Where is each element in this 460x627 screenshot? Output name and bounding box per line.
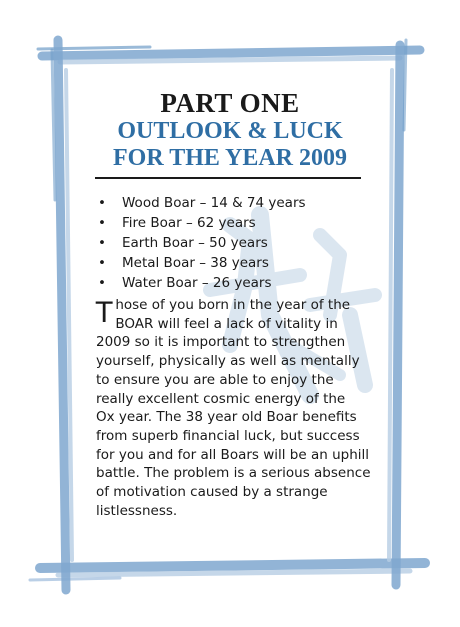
section-subtitle-line1: OUTLOOK & LUCK	[117, 118, 343, 144]
paragraph-line: 2009 so it is important to strengthen	[96, 334, 346, 351]
paragraph-line: battle. The problem is a serious absence	[96, 465, 371, 482]
list-item-text: Wood Boar – 14 & 74 years	[122, 195, 306, 211]
paragraph-line: BOAR will feel a lack of vitality in	[115, 315, 338, 332]
list-item-text: Water Boar – 26 years	[122, 275, 272, 291]
bullet-icon: •	[98, 255, 106, 271]
list-item	[92, 253, 306, 273]
list-item	[92, 273, 306, 293]
bullet-icon: •	[98, 275, 106, 291]
list-item-text: Metal Boar – 38 years	[122, 255, 269, 271]
list-item-text: Earth Boar – 50 years	[122, 235, 268, 251]
paragraph-line: for you and for all Boars will be an uphill	[96, 446, 370, 463]
heading-divider	[95, 177, 361, 179]
bullet-icon: •	[98, 215, 106, 231]
paragraph-line: from superb financial luck, but success	[96, 427, 360, 444]
bullet-icon: •	[98, 235, 106, 251]
drop-cap: T	[95, 296, 114, 329]
paragraph-line: listlessness.	[96, 502, 178, 519]
paragraph-line: to ensure you are able to enjoy the	[96, 371, 334, 388]
bullet-icon: •	[98, 195, 106, 211]
page-title: PART ONE	[160, 88, 300, 118]
boar-year-list	[92, 193, 306, 293]
body-paragraph	[96, 296, 378, 520]
list-item-text: Fire Boar – 62 years	[122, 215, 256, 231]
paragraph-line: Ox year. The 38 year old Boar benefits	[96, 409, 357, 426]
list-item	[92, 193, 306, 213]
paragraph-line: yourself, physically as well as mentally	[96, 353, 360, 370]
list-item	[92, 233, 306, 253]
paragraph-line: really excellent cosmic energy of the	[96, 390, 346, 407]
section-subtitle-line2: FOR THE YEAR 2009	[112, 145, 348, 171]
paragraph-line: of motivation caused by a strange	[96, 484, 328, 501]
paragraph-line: hose of you born in the year of the	[115, 297, 351, 313]
list-item	[92, 213, 306, 233]
